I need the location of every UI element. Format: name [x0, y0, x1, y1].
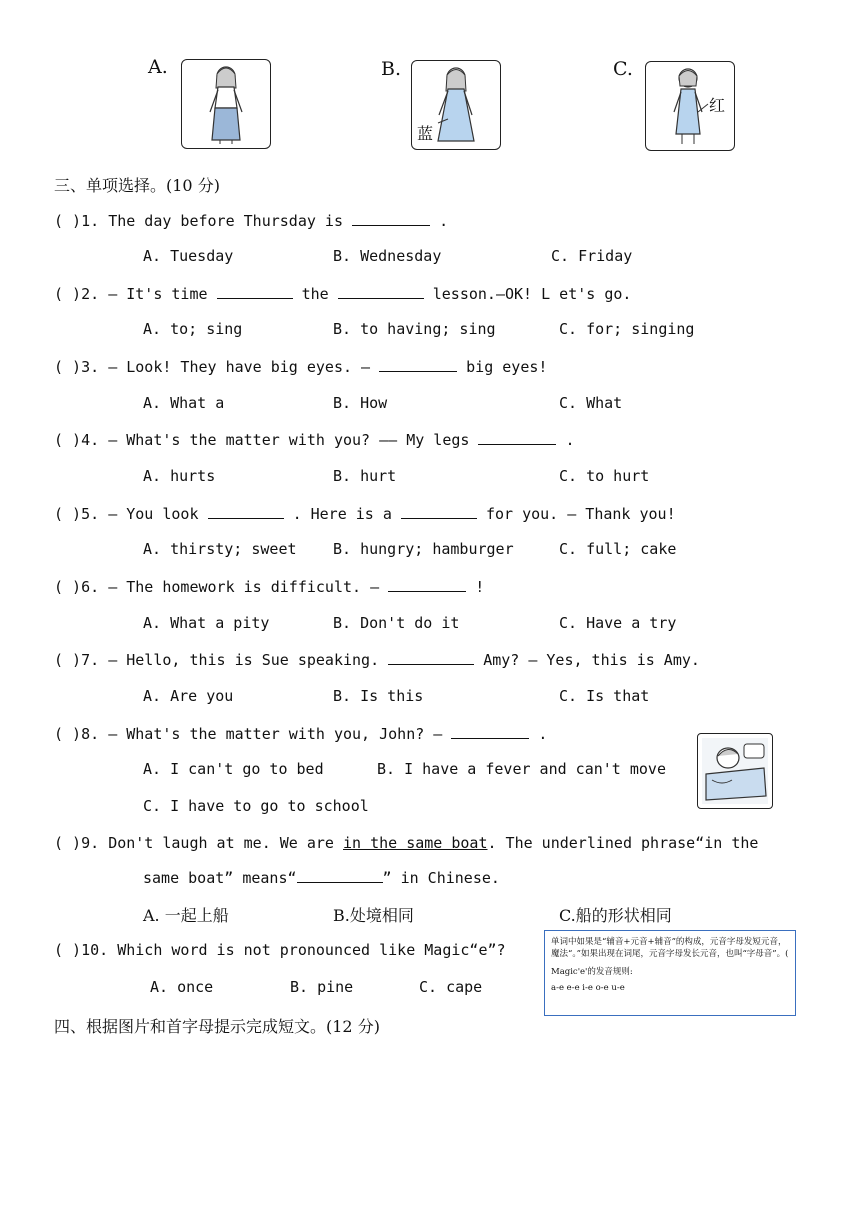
q1-option-a[interactable]: A. Tuesday	[143, 247, 234, 265]
question-text: .	[565, 431, 575, 449]
q6-option-a[interactable]: A. What a pity	[143, 614, 270, 632]
question-text: Which word is not pronounced like Magic“e”?	[117, 941, 506, 959]
answer-bracket[interactable]: ( )	[54, 431, 82, 449]
section-4-title: 四、根据图片和首字母提示完成短文。(12 分)	[54, 1017, 380, 1036]
question-text: — Look! They have big eyes. —	[108, 358, 371, 376]
question-text: — Hello, this is Sue speaking.	[108, 651, 380, 669]
question-10	[54, 941, 506, 959]
q5-option-b[interactable]: B. hungry; hamburger	[333, 540, 514, 558]
question-text: .	[538, 725, 548, 743]
q8-option-b[interactable]: B. I have a fever and can't move	[377, 760, 666, 778]
answer-bracket[interactable]: ( )	[54, 578, 82, 596]
answer-bracket[interactable]: ( )	[54, 725, 82, 743]
question-text: . Here is a	[292, 505, 392, 523]
q10-option-a[interactable]: A. once	[150, 978, 214, 996]
picture-a-letter: A.	[148, 56, 168, 78]
q8-option-a[interactable]: A. I can't go to bed	[143, 760, 324, 778]
q5-option-a[interactable]: A. thirsty; sweet	[143, 540, 297, 558]
picture-b-letter: B.	[381, 58, 402, 80]
q4-option-c[interactable]: C. to hurt	[559, 467, 650, 485]
q10-option-b[interactable]: B. pine	[290, 978, 354, 996]
question-number: 10.	[81, 941, 109, 959]
q7-option-b[interactable]: B. Is this	[333, 687, 424, 705]
answer-blank[interactable]	[217, 284, 293, 299]
question-text: — You look	[108, 505, 199, 523]
question-1	[54, 211, 448, 230]
answer-bracket[interactable]: ( )	[54, 505, 82, 523]
q2-option-b[interactable]: B. to having; sing	[333, 320, 496, 338]
question-text: the	[301, 285, 329, 303]
question-6	[54, 577, 484, 596]
question-text: !	[475, 578, 485, 596]
picture-c-girl-in-red-dress	[645, 61, 735, 151]
question-2	[54, 284, 631, 303]
answer-bracket[interactable]: ( )	[54, 651, 82, 669]
question-number: 2.	[81, 285, 100, 303]
q4-option-a[interactable]: A. hurts	[143, 467, 216, 485]
picture-c-letter: C.	[613, 58, 633, 80]
magic-e-rule-box	[544, 930, 796, 1016]
answer-blank[interactable]	[352, 211, 430, 226]
answer-blank[interactable]	[451, 724, 529, 739]
question-8	[54, 724, 547, 743]
q10-option-c[interactable]: C. cape	[419, 978, 483, 996]
q8-option-c[interactable]: C. I have to go to school	[143, 797, 369, 815]
answer-blank[interactable]	[379, 357, 457, 372]
question-text: — It's time	[108, 285, 208, 303]
rule-box-patterns: a-e e-e i-e o-e u-e	[551, 983, 625, 993]
q2-option-a[interactable]: A. to; sing	[143, 320, 243, 338]
q2-option-c[interactable]: C. for; singing	[559, 320, 695, 338]
question-number: 8.	[81, 725, 100, 743]
q3-option-b[interactable]: B. How	[333, 394, 388, 412]
answer-bracket[interactable]: ( )	[54, 358, 82, 376]
question-text: The day before Thursday is	[108, 212, 343, 230]
answer-bracket[interactable]: ( )	[54, 285, 82, 303]
question-number: 7.	[81, 651, 100, 669]
question-5	[54, 504, 676, 523]
picture-a-girl-in-hanfu	[181, 59, 271, 149]
answer-bracket[interactable]: ( )	[54, 834, 82, 852]
rule-box-text: 单词中如果是“辅音+元音+辅音”的构成，元音字母发短元音，魔法“。”如果出现在词尾，元音字母发长元音，也叫“字母音”。(	[551, 937, 789, 959]
sick-boy-in-bed-picture	[697, 733, 773, 809]
q6-option-b[interactable]: B. Don't do it	[333, 614, 460, 632]
q9-option-b[interactable]: B.处境相同	[333, 906, 414, 925]
q4-option-b[interactable]: B. hurt	[333, 467, 397, 485]
q1-option-c[interactable]: C. Friday	[551, 247, 633, 265]
q7-option-a[interactable]: A. Are you	[143, 687, 234, 705]
question-text: ” in Chinese.	[382, 869, 500, 887]
q7-option-c[interactable]: C. Is that	[559, 687, 650, 705]
picture-b-girl-in-blue-dress	[411, 60, 501, 150]
q9-option-c[interactable]: C.船的形状相同	[559, 906, 672, 925]
answer-blank[interactable]	[338, 284, 424, 299]
question-text: lesson.—OK! L et's go.	[432, 285, 632, 303]
q9-option-a[interactable]: A. 一起上船	[143, 906, 229, 925]
answer-bracket[interactable]: ( )	[54, 941, 82, 959]
answer-blank[interactable]	[388, 577, 466, 592]
question-text: big eyes!	[466, 358, 548, 376]
question-text: same boat” means“	[143, 869, 297, 887]
question-text: — What's the matter with you, John? —	[108, 725, 443, 743]
question-number: 9.	[81, 834, 100, 852]
question-3	[54, 357, 547, 376]
question-text: . The underlined phrase“in the	[487, 834, 759, 852]
rule-box-heading: Magic'e'的发音规则:	[551, 967, 633, 977]
q1-option-b[interactable]: B. Wednesday	[333, 247, 442, 265]
question-9-continued	[143, 868, 500, 887]
q5-option-c[interactable]: C. full; cake	[559, 540, 677, 558]
question-9	[54, 834, 758, 852]
q3-option-a[interactable]: A. What a	[143, 394, 225, 412]
q6-option-c[interactable]: C. Have a try	[559, 614, 677, 632]
picture-c-color-label: 红	[709, 96, 726, 115]
question-number: 4.	[81, 431, 100, 449]
question-number: 5.	[81, 505, 100, 523]
answer-blank[interactable]	[401, 504, 477, 519]
question-text: Amy? — Yes, this is Amy.	[483, 651, 700, 669]
q3-option-c[interactable]: C. What	[559, 394, 623, 412]
question-4	[54, 430, 575, 449]
question-number: 3.	[81, 358, 100, 376]
question-text: for you. — Thank you!	[485, 505, 676, 523]
question-text: — The homework is difficult. —	[108, 578, 380, 596]
underlined-phrase: in the same boat	[343, 834, 488, 852]
question-text: Don't laugh at me. We are	[108, 834, 334, 852]
answer-blank[interactable]	[478, 430, 556, 445]
answer-blank[interactable]	[297, 868, 383, 883]
question-text: — What's the matter with you? —— My legs	[108, 431, 470, 449]
question-7	[54, 650, 700, 669]
answer-blank[interactable]	[388, 650, 474, 665]
section-3-title: 三、单项选择。(10 分)	[54, 176, 220, 195]
picture-b-color-label: 蓝	[417, 124, 434, 143]
answer-bracket[interactable]: ( )	[54, 212, 82, 230]
answer-blank[interactable]	[208, 504, 284, 519]
question-number: 6.	[81, 578, 100, 596]
question-number: 1.	[81, 212, 100, 230]
question-text: .	[439, 212, 449, 230]
